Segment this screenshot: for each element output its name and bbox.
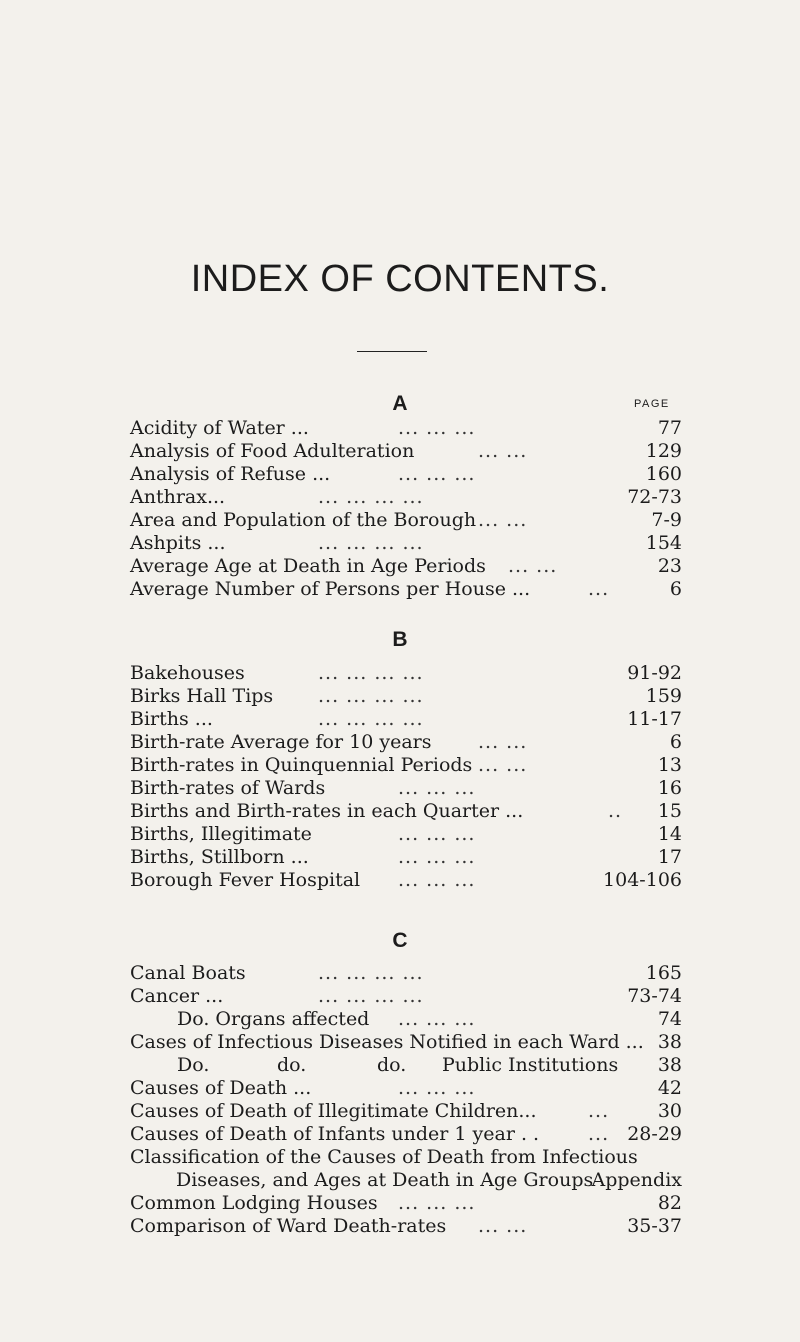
index-entry: Do. Organs affected ... ... ... 74 — [177, 1008, 682, 1030]
index-entry-continuation: Diseases, and Ages at Death in Age Groups Appendix — [176, 1169, 682, 1191]
index-entry: Causes of Death ... ... ... ... 42 — [130, 1077, 682, 1099]
index-entry: Acidity of Water ... ... ... ... 77 — [130, 417, 682, 439]
index-entry: Anthrax... ... ... ... ... 72-73 — [130, 486, 682, 508]
index-entry: Analysis of Food Adulteration ... ... 129 — [130, 440, 682, 462]
index-entry: Comparison of Ward Death-rates ... ... 35-37 — [130, 1215, 682, 1237]
index-entry: Borough Fever Hospital ... ... ... 104-106 — [130, 869, 682, 891]
page-number: 16 — [657, 777, 682, 799]
page-number: 77 — [657, 417, 682, 439]
index-entry: Births, Illegitimate ... ... ... 14 — [130, 823, 682, 845]
page-number: 14 — [657, 823, 682, 845]
index-entry: Birth-rates in Quinquennial Periods ... ... 13 — [130, 754, 682, 776]
page-number: 11-17 — [627, 708, 682, 730]
index-entry: Cancer ... ... ... ... ... 73-74 — [130, 985, 682, 1007]
page-number: 154 — [645, 532, 682, 554]
index-entry: Cases of Infectious Diseases Notified in each Ward ... 38 — [130, 1031, 682, 1053]
index-entry: Analysis of Refuse ... ... ... ... 160 — [130, 463, 682, 485]
page-number: 6 — [669, 578, 682, 600]
title-divider — [357, 351, 427, 352]
page-number: 23 — [657, 555, 682, 577]
index-entry: Births and Birth-rates in each Quarter ... .. 15 — [130, 800, 682, 822]
index-entry: Average Age at Death in Age Periods ... ... 23 — [130, 555, 682, 577]
index-entry: Birth-rates of Wards ... ... ... 16 — [130, 777, 682, 799]
index-entry: Bakehouses ... ... ... ... 91-92 — [130, 662, 682, 684]
page-number: 74 — [657, 1008, 682, 1030]
page-number: 38 — [657, 1054, 682, 1076]
page-number: 42 — [657, 1077, 682, 1099]
page-title: INDEX OF CONTENTS. — [190, 258, 610, 300]
page-number: 17 — [657, 846, 682, 868]
do-line: Do. do. do. Public Institutions 38 — [177, 1054, 682, 1076]
index-entry: Births, Stillborn ... ... ... ... 17 — [130, 846, 682, 868]
index-entry: Births ... ... ... ... ... 11-17 — [130, 708, 682, 730]
page-number: 6 — [669, 731, 682, 753]
page-number: 28-29 — [627, 1123, 682, 1145]
page-number: 160 — [645, 463, 682, 485]
page-number: 165 — [645, 962, 682, 984]
section-letter-c: C — [392, 929, 408, 952]
page-number: 72-73 — [627, 486, 682, 508]
index-entry: Classification of the Causes of Death from Infectious — [130, 1146, 638, 1168]
index-entry: Average Number of Persons per House ... ... 6 — [130, 578, 682, 600]
page-number: 129 — [645, 440, 682, 462]
index-entry: Ashpits ... ... ... ... ... 154 — [130, 532, 682, 554]
page-number: 104-106 — [603, 869, 682, 891]
page-number: 30 — [657, 1100, 682, 1122]
page-number: 15 — [657, 800, 682, 822]
index-entry: Birks Hall Tips ... ... ... ... 159 — [130, 685, 682, 707]
page-number: 35-37 — [627, 1215, 682, 1237]
page-number: Appendix — [591, 1169, 682, 1191]
index-entry: Causes of Death of Illegitimate Children... ... 30 — [130, 1100, 682, 1122]
page-column-heading: PAGE — [634, 398, 670, 410]
index-entry: Birth-rate Average for 10 years ... ... 6 — [130, 731, 682, 753]
page-number: 159 — [645, 685, 682, 707]
index-entry: Common Lodging Houses ... ... ... 82 — [130, 1192, 682, 1214]
index-entry: Canal Boats ... ... ... ... 165 — [130, 962, 682, 984]
section-letter-a: A — [392, 392, 408, 415]
index-entry: Area and Population of the Borough ... ... 7-9 — [130, 509, 682, 531]
page-number: 13 — [657, 754, 682, 776]
section-letter-b: B — [392, 628, 408, 651]
page-number: 7-9 — [651, 509, 682, 531]
page-number: 38 — [657, 1031, 682, 1053]
page-number: 73-74 — [627, 985, 682, 1007]
page-number: 82 — [657, 1192, 682, 1214]
page-number: 91-92 — [627, 662, 682, 684]
index-entry: Causes of Death of Infants under 1 year . . ... 28-29 — [130, 1123, 682, 1145]
